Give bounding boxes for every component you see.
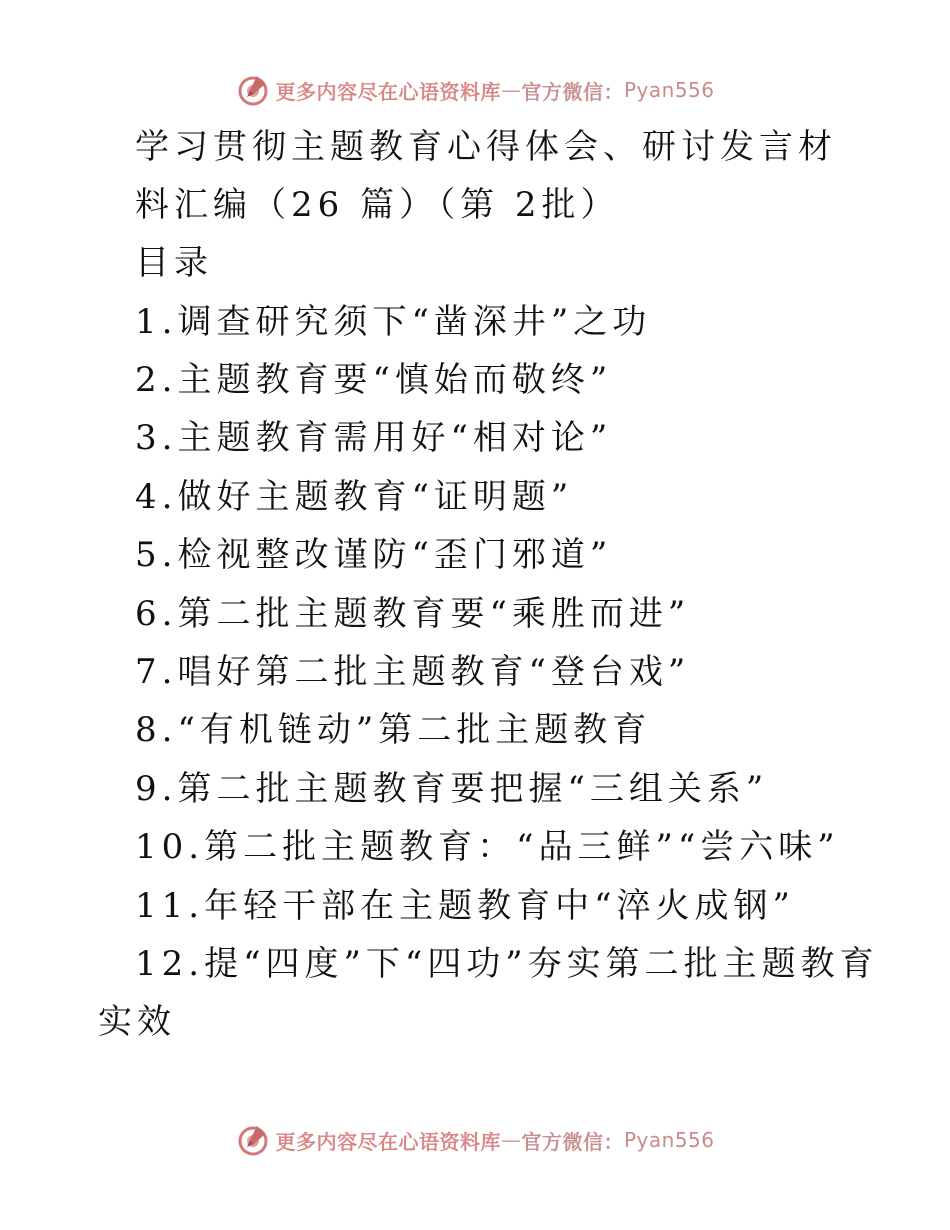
watermark-text	[275, 76, 714, 105]
watermark-text	[275, 1126, 714, 1155]
watermark-main: 更多内容尽在心语资料库	[275, 79, 501, 104]
watermark-banner-top	[0, 70, 950, 110]
watermark-wechat-label: 官方微信：	[521, 1129, 624, 1154]
watermark-dash: —	[500, 1128, 522, 1152]
watermark-dash: —	[500, 78, 522, 102]
watermark-wechat-id: Pyan556	[623, 1128, 715, 1152]
toc-item-9: 9.第二批主题教育要把握“三组关系”	[135, 769, 769, 809]
toc-item-8: 8.“有机链动”第二批主题教育	[135, 710, 652, 750]
toc-item-11: 11.年轻干部在主题教育中“淬火成钢”	[135, 886, 795, 926]
toc-item-1: 1.调查研究须下“凿深井”之功	[135, 302, 652, 342]
watermark-main: 更多内容尽在心语资料库	[275, 1129, 501, 1154]
document-title-line-1: 学习贯彻主题教育心得体会、研讨发言材	[135, 127, 837, 167]
toc-item-12-continued: 实效	[98, 1002, 176, 1042]
document-title-line-2: 料汇编（26 篇）（第 2批）	[135, 185, 620, 225]
watermark-banner-bottom	[0, 1120, 950, 1160]
pen-seal-logo-icon	[235, 72, 271, 108]
watermark-wechat-label: 官方微信：	[521, 79, 624, 104]
toc-item-6: 6.第二批主题教育要“乘胜而进”	[135, 594, 691, 634]
toc-item-2: 2.主题教育要“慎始而敬终”	[135, 360, 613, 400]
watermark-wechat-id: Pyan556	[623, 78, 715, 102]
toc-item-3: 3.主题教育需用好“相对论”	[135, 418, 613, 458]
toc-item-7: 7.唱好第二批主题教育“登台戏”	[135, 652, 691, 692]
pen-seal-logo-icon	[235, 1122, 271, 1158]
toc-item-10: 10.第二批主题教育：“品三鲜”“尝六味”	[135, 827, 840, 867]
toc-item-12: 12.提“四度”下“四功”夯实第二批主题教育	[135, 944, 879, 984]
toc-item-4: 4.做好主题教育“证明题”	[135, 477, 574, 517]
toc-heading: 目录	[135, 243, 213, 283]
toc-item-5: 5.检视整改谨防“歪门邪道”	[135, 535, 613, 575]
